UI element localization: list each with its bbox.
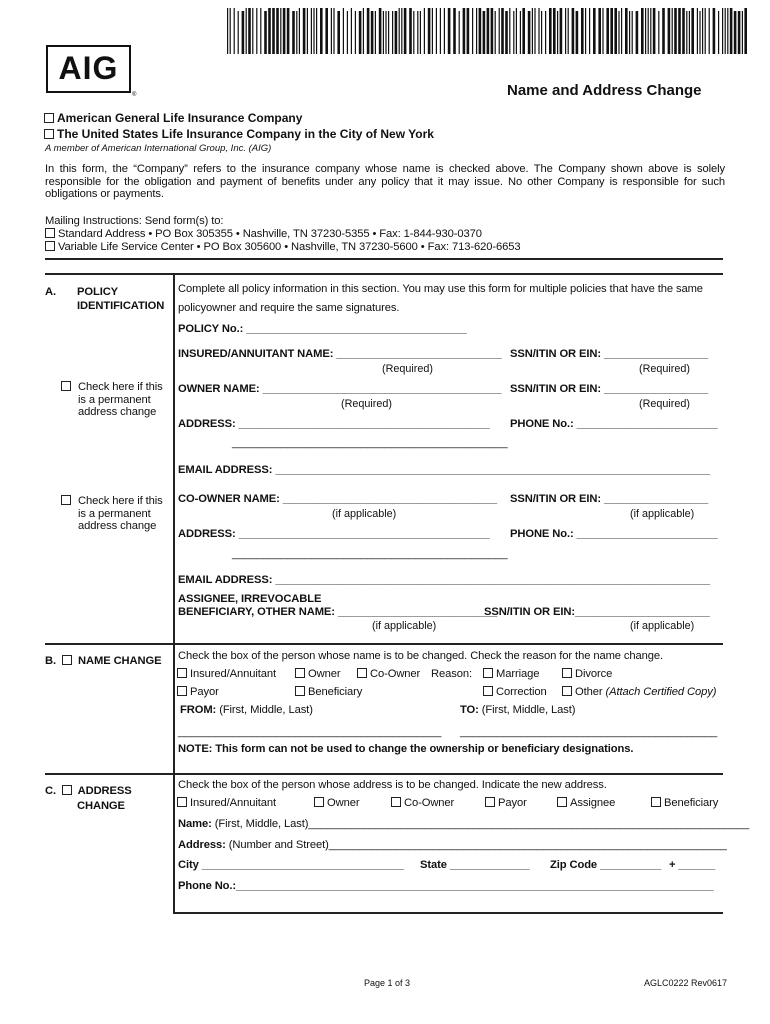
divider-section-c xyxy=(45,773,723,775)
permanent-label-3: address change xyxy=(78,406,157,418)
b-from-title: FROM: xyxy=(180,704,217,716)
company-1-checkbox[interactable] xyxy=(44,113,54,123)
b-to-hint: (First, Middle, Last) xyxy=(481,704,576,716)
owner-phone-field[interactable]: PHONE No.: _______________________ xyxy=(510,418,718,430)
b-marriage-label: Marriage xyxy=(496,668,540,680)
section-column-divider xyxy=(173,274,175,914)
b-insured-label: Insured/Annuitant xyxy=(190,668,276,680)
b-owner-label: Owner xyxy=(308,668,341,680)
permanent-label-1: Check here if this xyxy=(78,381,163,393)
c-opt-coowner[interactable] xyxy=(391,797,454,809)
permanent-label-2b: is a permanent xyxy=(78,507,151,520)
coowner-address-line-2[interactable]: _____________________________________________ xyxy=(232,548,508,560)
insured-required-hint: (Required) xyxy=(382,363,434,375)
divider-bottom xyxy=(173,912,723,914)
coowner-permanent-address-option[interactable] xyxy=(61,495,163,533)
b-from-field[interactable]: ___________________________________________ xyxy=(178,726,442,738)
coowner-name-field[interactable]: CO-OWNER NAME: ___________________________________ xyxy=(178,493,498,505)
c-address-hint: (Number and Street)_________________________________________________________________ xyxy=(228,839,727,851)
page-number: Page 1 of 3 xyxy=(364,978,411,988)
c-owner-checkbox[interactable] xyxy=(314,797,324,807)
divider-section-b xyxy=(45,643,723,645)
c-name-label: Name: xyxy=(178,818,212,830)
b-other-label: Other xyxy=(575,686,603,698)
c-assignee-label: Assignee xyxy=(570,797,616,809)
c-zip-field[interactable]: Zip Code __________ xyxy=(550,859,662,871)
owner-ssn-required-hint: (Required) xyxy=(639,398,691,410)
permanent-label-2: is a permanent xyxy=(78,393,151,406)
company-option-1[interactable] xyxy=(44,111,302,125)
c-beneficiary-checkbox[interactable] xyxy=(651,797,661,807)
section-c-title-1: ADDRESS xyxy=(77,785,132,797)
c-name-hint: (First, Middle, Last)________________________________________________________________________ xyxy=(214,818,750,830)
insured-name-field[interactable]: INSURED/ANNUITANT NAME: ___________________________ xyxy=(178,348,502,360)
intro-paragraph: In this form, the “Company” refers to the insurance company whose name is checked above. The Company shown above is solely responsible for the obligation and payment of benefits under any policy that it may issue. No other Company is responsible for such obligations or payments. xyxy=(45,163,725,200)
assignee-ssn-field[interactable]: SSN/ITIN OR EIN:______________________ xyxy=(484,606,710,618)
b-coowner-checkbox[interactable] xyxy=(357,668,367,678)
section-b-instructions: Check the box of the person whose name is to be changed. Check the reason for the name change. xyxy=(178,650,664,662)
section-a-title-2: IDENTIFICATION xyxy=(77,300,165,312)
b-opt-owner[interactable] xyxy=(295,668,340,680)
section-a-title-1: POLICY xyxy=(77,286,119,298)
b-marriage-checkbox[interactable] xyxy=(483,668,493,678)
b-from-hint: (First, Middle, Last) xyxy=(219,704,313,716)
form-title: Name and Address Change xyxy=(507,82,702,99)
mailing-instructions: Mailing Instructions: Send form(s) to: xyxy=(45,215,224,227)
mail-standard-option[interactable] xyxy=(45,228,482,240)
b-beneficiary-label: Beneficiary xyxy=(308,686,363,698)
c-insured-label: Insured/Annuitant xyxy=(190,797,276,809)
b-other-checkbox[interactable] xyxy=(562,686,572,696)
b-opt-insured[interactable] xyxy=(177,668,276,680)
member-note: A member of American International Group, Inc. (AIG) xyxy=(45,143,272,154)
address-change-checkbox[interactable] xyxy=(62,785,72,795)
owner-ssn-field[interactable]: SSN/ITIN OR EIN: _________________ xyxy=(510,383,709,395)
b-opt-correction[interactable] xyxy=(483,686,547,698)
b-opt-marriage[interactable] xyxy=(483,668,539,680)
coowner-address-field[interactable]: ADDRESS: _________________________________________ xyxy=(178,528,490,540)
divider-top-1 xyxy=(45,258,723,260)
b-to-label xyxy=(460,704,575,716)
barcode xyxy=(227,8,747,54)
b-to-title: TO: xyxy=(460,704,479,716)
mail-variable-label: Variable Life Service Center • PO Box 305600 • Nashville, TN 37230-5600 • Fax: 713-620-6653 xyxy=(58,241,521,253)
section-c-letter: C. xyxy=(45,785,56,797)
b-coowner-label: Co-Owner xyxy=(370,668,421,680)
coowner-ssn-applicable-hint: (if applicable) xyxy=(630,508,695,520)
b-other-note: (Attach Certified Copy) xyxy=(605,686,717,698)
c-address-field[interactable] xyxy=(178,839,727,851)
company-2-checkbox[interactable] xyxy=(44,129,54,139)
c-coowner-checkbox[interactable] xyxy=(391,797,401,807)
b-insured-checkbox[interactable] xyxy=(177,668,187,678)
owner-name-field[interactable]: OWNER NAME: _______________________________________ xyxy=(178,383,502,395)
assignee-label-1: ASSIGNEE, IRREVOCABLE xyxy=(178,593,322,605)
b-beneficiary-checkbox[interactable] xyxy=(295,686,305,696)
b-payor-label: Payor xyxy=(190,686,219,698)
c-state-field[interactable]: State _____________ xyxy=(420,859,530,871)
coowner-phone-field[interactable]: PHONE No.: _______________________ xyxy=(510,528,718,540)
section-a-intro-1: Complete all policy information in this section. You may use this form for multiple policies that have the same xyxy=(178,283,703,295)
owner-address-line-2[interactable]: _____________________________________________ xyxy=(232,437,508,449)
permanent-label-1b: Check here if this xyxy=(78,495,163,507)
section-a-intro-2: policyowner and require the same signatures. xyxy=(178,302,400,314)
c-beneficiary-label: Beneficiary xyxy=(664,797,719,809)
b-correction-label: Correction xyxy=(496,686,547,698)
coowner-email-field[interactable]: EMAIL ADDRESS: _______________________________________________________________________ xyxy=(178,574,710,586)
b-opt-coowner[interactable] xyxy=(357,668,420,680)
c-phone-field[interactable]: Phone No.:______________________________________________________________________________ xyxy=(178,880,714,892)
c-opt-assignee[interactable] xyxy=(557,797,615,809)
insured-ssn-required-hint: (Required) xyxy=(639,363,691,375)
section-c-instructions: Check the box of the person whose address is to be changed. Indicate the new address. xyxy=(178,779,607,791)
policy-number-field[interactable]: POLICY No.: ____________________________________ xyxy=(178,323,467,335)
c-insured-checkbox[interactable] xyxy=(177,797,187,807)
owner-permanent-address-option[interactable] xyxy=(61,381,163,419)
b-opt-payor[interactable] xyxy=(177,686,219,698)
c-owner-label: Owner xyxy=(327,797,360,809)
b-owner-checkbox[interactable] xyxy=(295,668,305,678)
section-c-heading xyxy=(45,785,132,797)
c-zip-plus-field[interactable]: + ______ xyxy=(669,859,716,871)
assignee-ssn-applicable-hint: (if applicable) xyxy=(630,620,695,632)
c-coowner-label: Co-Owner xyxy=(404,797,455,809)
aig-logo: AIG xyxy=(46,45,131,93)
divider-top-2 xyxy=(45,273,723,275)
c-payor-checkbox[interactable] xyxy=(485,797,495,807)
company-2-label: The United States Life Insurance Company in the City of New York xyxy=(57,127,434,141)
insured-ssn-field[interactable]: SSN/ITIN OR EIN: _________________ xyxy=(510,348,709,360)
registered-mark: ® xyxy=(132,92,137,98)
c-opt-owner[interactable] xyxy=(314,797,359,809)
mail-variable-option[interactable] xyxy=(45,241,520,253)
b-note: NOTE: This form can not be used to change the ownership or beneficiary designations. xyxy=(178,743,634,755)
c-address-label: Address: xyxy=(178,839,226,851)
c-opt-payor[interactable] xyxy=(485,797,527,809)
b-opt-divorce[interactable] xyxy=(562,668,612,680)
b-divorce-checkbox[interactable] xyxy=(562,668,572,678)
assignee-applicable-hint: (if applicable) xyxy=(372,620,437,632)
section-b-title: NAME CHANGE xyxy=(78,655,162,667)
coowner-applicable-hint: (if applicable) xyxy=(332,508,397,520)
name-change-checkbox[interactable] xyxy=(62,655,72,665)
owner-email-field[interactable]: EMAIL ADDRESS: _______________________________________________________________________ xyxy=(178,464,710,476)
c-name-field[interactable] xyxy=(178,818,749,830)
b-to-field[interactable]: __________________________________________ xyxy=(460,726,718,738)
b-payor-checkbox[interactable] xyxy=(177,686,187,696)
section-b-letter: B. xyxy=(45,655,56,667)
assignee-name-field[interactable]: BENEFICIARY, OTHER NAME: __________________________ xyxy=(178,606,498,618)
section-a-letter: A. xyxy=(45,286,56,298)
c-payor-label: Payor xyxy=(498,797,527,809)
b-correction-checkbox[interactable] xyxy=(483,686,493,696)
c-city-field[interactable]: City _________________________________ xyxy=(178,859,404,871)
coowner-ssn-field[interactable]: SSN/ITIN OR EIN: _________________ xyxy=(510,493,709,505)
section-b-heading xyxy=(45,655,161,667)
b-reason-label: Reason: xyxy=(431,668,472,680)
section-c-title-2: CHANGE xyxy=(77,800,125,812)
permanent-label-3b: address change xyxy=(78,520,157,532)
company-option-2[interactable] xyxy=(44,127,434,141)
b-from-label xyxy=(180,704,313,716)
c-opt-beneficiary[interactable] xyxy=(651,797,718,809)
mail-standard-checkbox[interactable] xyxy=(45,228,55,238)
owner-address-field[interactable]: ADDRESS: _________________________________________ xyxy=(178,418,490,430)
mail-variable-checkbox[interactable] xyxy=(45,241,55,251)
owner-permanent-checkbox[interactable] xyxy=(61,381,71,391)
coowner-permanent-checkbox[interactable] xyxy=(61,495,71,505)
owner-required-hint: (Required) xyxy=(341,398,393,410)
c-opt-insured[interactable] xyxy=(177,797,276,809)
form-code: AGLC0222 Rev0617 xyxy=(644,978,728,988)
c-assignee-checkbox[interactable] xyxy=(557,797,567,807)
b-opt-other[interactable] xyxy=(562,686,716,698)
mail-standard-label: Standard Address • PO Box 305355 • Nashville, TN 37230-5355 • Fax: 1-844-930-0370 xyxy=(58,228,482,240)
b-opt-beneficiary[interactable] xyxy=(295,686,362,698)
b-divorce-label: Divorce xyxy=(575,668,613,680)
company-1-label: American General Life Insurance Company xyxy=(57,111,303,125)
